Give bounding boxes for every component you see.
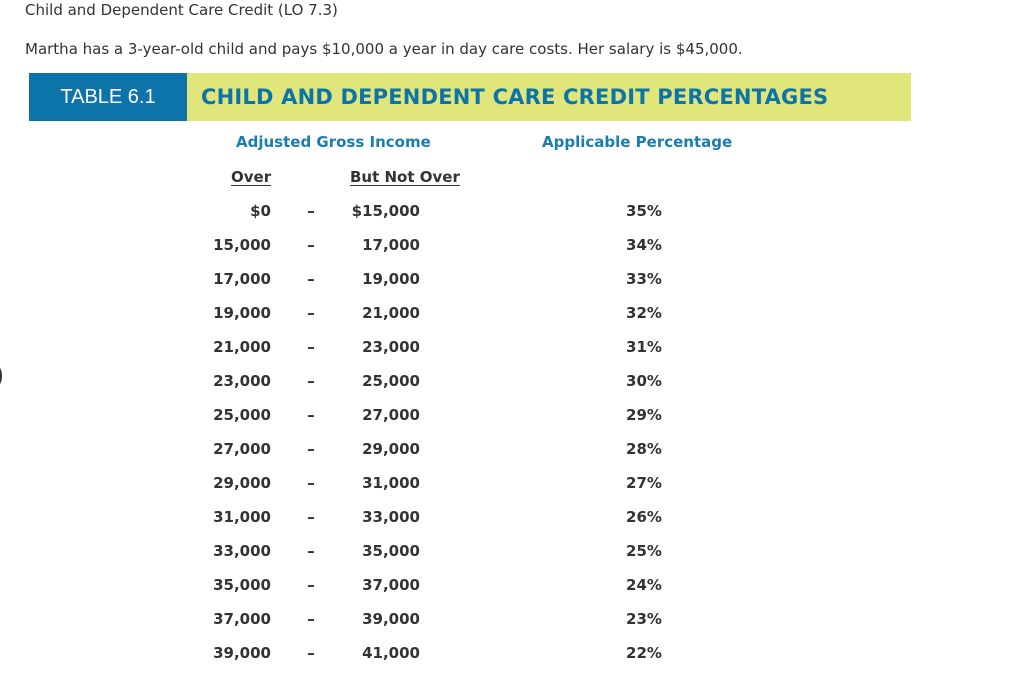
table-banner xyxy=(29,73,911,121)
cell-dash: – xyxy=(307,236,315,254)
cell-but-not-over: 35,000 xyxy=(362,542,420,560)
cell-dash: – xyxy=(307,270,315,288)
cell-percentage: 23% xyxy=(626,610,662,628)
table-row xyxy=(0,370,1024,404)
table-row xyxy=(0,234,1024,268)
cell-dash: – xyxy=(307,508,315,526)
table-row xyxy=(0,608,1024,642)
cell-over: 37,000 xyxy=(213,610,271,628)
cell-dash: – xyxy=(307,304,315,322)
table-row xyxy=(0,404,1024,438)
cell-percentage: 27% xyxy=(626,474,662,492)
cell-dash: – xyxy=(307,202,315,220)
cell-percentage: 24% xyxy=(626,576,662,594)
table-label: TABLE 6.1 xyxy=(29,73,187,121)
cell-over: 17,000 xyxy=(213,270,271,288)
table-row xyxy=(0,574,1024,608)
cell-over: 25,000 xyxy=(213,406,271,424)
problem-heading: Child and Dependent Care Credit (LO 7.3) xyxy=(25,1,338,19)
cell-dash: – xyxy=(307,372,315,390)
cell-over: 39,000 xyxy=(213,644,271,662)
cell-but-not-over: 25,000 xyxy=(362,372,420,390)
cell-dash: – xyxy=(307,644,315,662)
cell-percentage: 26% xyxy=(626,508,662,526)
table-title-box xyxy=(187,73,911,121)
cell-but-not-over: 27,000 xyxy=(362,406,420,424)
cell-but-not-over: 41,000 xyxy=(362,644,420,662)
subheader-over: Over xyxy=(231,168,272,186)
cell-but-not-over: 19,000 xyxy=(362,270,420,288)
cell-but-not-over: $15,000 xyxy=(351,202,420,220)
cell-percentage: 34% xyxy=(626,236,662,254)
cell-over: 33,000 xyxy=(213,542,271,560)
cell-over: 19,000 xyxy=(213,304,271,322)
table-body xyxy=(0,200,1024,676)
cell-but-not-over: 21,000 xyxy=(362,304,420,322)
cell-percentage: 29% xyxy=(626,406,662,424)
subheader-but-not-over: But Not Over xyxy=(350,168,460,186)
cell-but-not-over: 39,000 xyxy=(362,610,420,628)
cell-over: 29,000 xyxy=(213,474,271,492)
cell-but-not-over: 29,000 xyxy=(362,440,420,458)
cell-but-not-over: 17,000 xyxy=(362,236,420,254)
column-header-agi: Adjusted Gross Income xyxy=(236,133,431,151)
cell-dash: – xyxy=(307,338,315,356)
cell-dash: – xyxy=(307,474,315,492)
cell-over: 23,000 xyxy=(213,372,271,390)
cell-percentage: 33% xyxy=(626,270,662,288)
cell-over: 27,000 xyxy=(213,440,271,458)
column-header-percentage: Applicable Percentage xyxy=(542,133,733,151)
table-title: CHILD AND DEPENDENT CARE CREDIT PERCENTAGES xyxy=(201,85,829,109)
cell-percentage: 35% xyxy=(626,202,662,220)
cell-percentage: 22% xyxy=(626,644,662,662)
table-row xyxy=(0,200,1024,234)
cell-percentage: 32% xyxy=(626,304,662,322)
cell-over: 15,000 xyxy=(213,236,271,254)
table-row xyxy=(0,472,1024,506)
cell-over: $0 xyxy=(250,202,271,220)
cell-over: 31,000 xyxy=(213,508,271,526)
cell-but-not-over: 31,000 xyxy=(362,474,420,492)
cell-over: 21,000 xyxy=(213,338,271,356)
table-row xyxy=(0,336,1024,370)
cell-dash: – xyxy=(307,610,315,628)
problem-statement: Martha has a 3-year-old child and pays $10,000 a year in day care costs. Her salary is $45,000. xyxy=(25,40,743,58)
cell-percentage: 30% xyxy=(626,372,662,390)
cell-dash: – xyxy=(307,576,315,594)
table-row xyxy=(0,506,1024,540)
table-row xyxy=(0,302,1024,336)
cell-dash: – xyxy=(307,542,315,560)
cell-percentage: 25% xyxy=(626,542,662,560)
cell-dash: – xyxy=(307,406,315,424)
table-row xyxy=(0,540,1024,574)
cell-percentage: 31% xyxy=(626,338,662,356)
cell-but-not-over: 37,000 xyxy=(362,576,420,594)
cell-dash: – xyxy=(307,440,315,458)
table-row xyxy=(0,268,1024,302)
cell-percentage: 28% xyxy=(626,440,662,458)
cell-over: 35,000 xyxy=(213,576,271,594)
table-row xyxy=(0,438,1024,472)
cell-but-not-over: 23,000 xyxy=(362,338,420,356)
cell-but-not-over: 33,000 xyxy=(362,508,420,526)
